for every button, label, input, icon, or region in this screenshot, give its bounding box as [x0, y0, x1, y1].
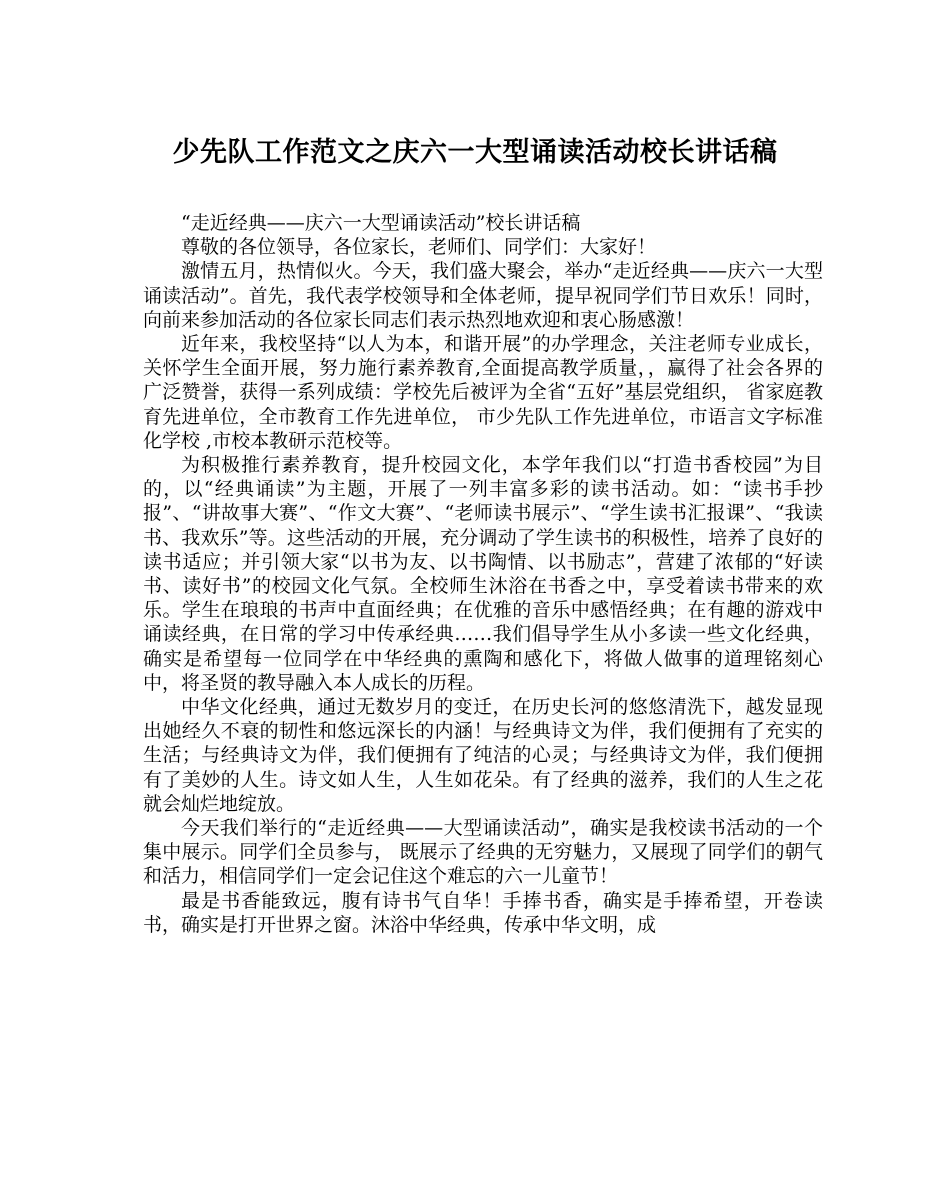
classics-paragraph: 中华文化经典，通过无数岁月的变迁，在历史长河的悠悠清洗下，越发显现出她经久不衰的韧性和悠远深长的内涵！与经典诗文为伴，我们便拥有了充实的生活；与经典诗文为伴，我们便拥有了纯洁的心灵；与经典诗文为伴，我们便拥有了美妙的人生。诗文如人生，人生如花朵。有了经典的滋养，我们的人生之花就会灿烂地绽放。: [143, 696, 823, 815]
document-title: 少先队工作范文之庆六一大型诵读活动校长讲话稿: [172, 137, 778, 168]
achievements-paragraph: 近年来，我校坚持“以人为本，和谐开展”的办学理念，关注老师专业成长，关怀学生全面开展，努力施行素养教育,全面提高教学质量，，赢得了社会各界的广泛赞誉，获得一系列成绩：学校先后被评为全省“五好”基层党组织， 省家庭教育先进单位，全市教育工作先进单位， 市少先队工作先进单位，市语言文字标准化学校 ,市校本教研示范校等。: [143, 333, 823, 452]
reading-activities-paragraph: 为积极推行素养教育，提升校园文化，本学年我们以“打造书香校园”为目的，以“经典诵读”为主题，开展了一列丰富多彩的读书活动。如：“读书手抄报”、“讲故事大赛”、“作文大赛”、“老师读书展示”、“学生读书汇报课”、“我读书、我欢乐”等。这些活动的开展，充分调动了学生读书的积极性，培养了良好的读书适应；并引领大家“以书为友、以书陶情、以书励志”，营建了浓郁的“好读书、读好书”的校园文化气氛。全校师生沐浴在书香之中，享受着读书带来的欢乐。学生在琅琅的书声中直面经典；在优雅的音乐中感悟经典；在有趣的游戏中诵读经典，在日常的学习中传承经典……我们倡导学生从小多读一些文化经典，确实是希望每一位同学在中华经典的熏陶和感化下，将做人做事的道理铭刻心中，将圣贤的教导融入本人成长的历程。: [143, 454, 823, 694]
greeting-paragraph: 尊敬的各位领导，各位家长，老师们、同学们：大家好！: [181, 236, 657, 259]
document-body: [143, 211, 823, 937]
speech-heading: “走近经典——庆六一大型诵读活动”校长讲话稿: [181, 212, 581, 234]
event-paragraph: 今天我们举行的“走近经典——大型诵读活动”，确实是我校读书活动的一个集中展示。同学们全员参与， 既展示了经典的无穷魅力，又展现了同学们的朝气和活力，相信同学们一定会记住这个难忘的六一儿童节！: [143, 817, 823, 888]
opening-paragraph: 激情五月，热情似火。今天，我们盛大聚会，举办“走近经典——庆六一大型诵读活动”。首先，我代表学校领导和全体老师，提早祝同学们节日欢乐！同时，向前来参加活动的各位家长同志们表示热烈地欢迎和衷心肠感激！: [143, 260, 823, 331]
closing-paragraph: 最是书香能致远，腹有诗书气自华！手捧书香，确实是手捧希望，开卷读书，确实是打开世界之窗。沐浴中华经典，传承中华文明，成: [143, 889, 823, 936]
